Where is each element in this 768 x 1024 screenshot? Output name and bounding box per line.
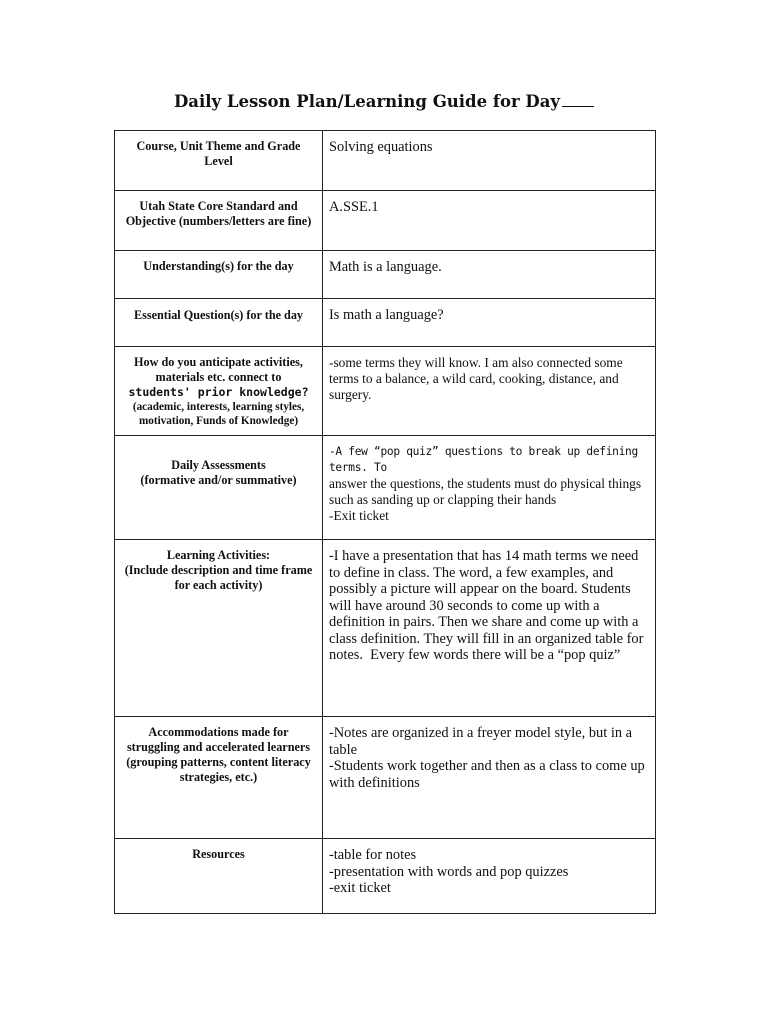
row-value: Solving equations <box>323 131 656 191</box>
row-value: -A few “pop quiz” questions to break up defining terms. To answer the questions, the students must do physical things such as sanding up or clapping their hands -Exit ticket <box>323 436 656 540</box>
table-row <box>115 131 656 191</box>
row-value: -Notes are organized in a freyer model style, but in a table -Students work together and then as a class to come up with definitions <box>323 717 656 839</box>
row-value: -I have a presentation that has 14 math terms we need to define in class. The word, a few examples, and possibly a picture will appear on the board. Students will have around 30 seconds to come up with a definition in pairs. Then we share and come up with a class definition. They will fill in an organized table for notes. Every few words there will be a “pop quiz” <box>323 540 656 717</box>
table-row <box>115 299 656 347</box>
row-label: Utah State Core Standard and Objective (numbers/letters are fine) <box>115 191 323 251</box>
row-label: Daily Assessments (formative and/or summative) <box>115 436 323 540</box>
title-text: Daily Lesson Plan/Learning Guide for Day <box>174 92 560 111</box>
table-row <box>115 839 656 914</box>
table-row <box>115 251 656 299</box>
row-value: Math is a language. <box>323 251 656 299</box>
row-label: Understanding(s) for the day <box>115 251 323 299</box>
table-row <box>115 540 656 717</box>
row-value: A.SSE.1 <box>323 191 656 251</box>
row-label: How do you anticipate activities, materials etc. connect to students' prior knowledge? (academic, interests, learning styles, motivation, Funds of Knowledge) <box>115 347 323 436</box>
table-row <box>115 436 656 540</box>
row-value: -some terms they will know. I am also connected some terms to a balance, a wild card, cooking, distance, and surgery. <box>323 347 656 436</box>
row-value: Is math a language? <box>323 299 656 347</box>
table-row <box>115 347 656 436</box>
table-row <box>115 717 656 839</box>
page-title <box>0 92 768 111</box>
table-row <box>115 191 656 251</box>
day-blank-line <box>562 94 594 107</box>
row-label: Accommodations made for struggling and accelerated learners (grouping patterns, content literacy strategies, etc.) <box>115 717 323 839</box>
row-label: Course, Unit Theme and Grade Level <box>115 131 323 191</box>
row-label: Resources <box>115 839 323 914</box>
lesson-plan-table <box>114 130 656 914</box>
row-label: Essential Question(s) for the day <box>115 299 323 347</box>
row-label: Learning Activities: (Include description and time frame for each activity) <box>115 540 323 717</box>
row-value: -table for notes -presentation with words and pop quizzes -exit ticket <box>323 839 656 914</box>
